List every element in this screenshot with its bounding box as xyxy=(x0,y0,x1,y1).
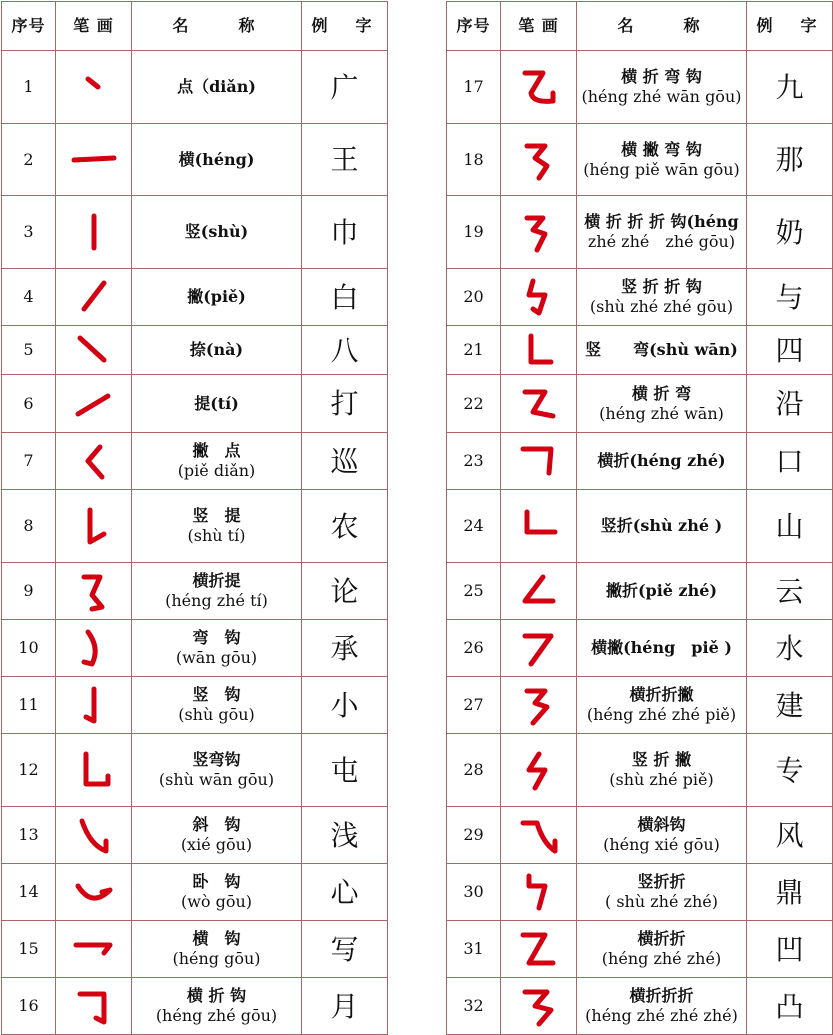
stroke-name xyxy=(577,677,747,734)
stroke-name xyxy=(132,433,302,490)
example-character: 承 xyxy=(302,620,388,677)
table-row xyxy=(447,51,833,124)
row-number: 32 xyxy=(447,978,501,1035)
stroke-name-line1: 横 折 弯 xyxy=(631,383,692,403)
table-row xyxy=(2,124,388,196)
na-stroke-icon xyxy=(64,326,124,374)
example-character: 九 xyxy=(747,51,833,124)
stroke-name-line2: (wān gōu) xyxy=(175,648,258,667)
table-row xyxy=(447,124,833,196)
stroke-name xyxy=(577,124,747,196)
table-row xyxy=(2,677,388,734)
heng-zhe-gou-stroke-icon xyxy=(64,982,124,1030)
heng-zhe-zhe-stroke-icon xyxy=(509,925,569,973)
stroke-name-line1: 竖 折 折 钩 xyxy=(621,277,702,296)
row-number: 9 xyxy=(2,563,56,620)
table-row xyxy=(2,563,388,620)
stroke-name-line2: (héng zhé zhé) xyxy=(601,949,722,968)
header-example: 例 字 xyxy=(302,2,388,51)
stroke-name-line1: 竖折(shù zhé ) xyxy=(600,516,723,535)
stroke-name xyxy=(577,269,747,326)
table-row xyxy=(447,677,833,734)
stroke-name-line2: (héng zhé tí) xyxy=(165,591,268,610)
example-character: 巡 xyxy=(302,433,388,490)
row-number: 10 xyxy=(2,620,56,677)
example-character: 屯 xyxy=(302,734,388,807)
example-character: 心 xyxy=(302,864,388,921)
stroke-name-line2: (héng zhé zhé zhé) xyxy=(585,1006,738,1025)
table-row xyxy=(2,734,388,807)
stroke-name xyxy=(132,196,302,269)
stroke-name-line1: 弯 钩 xyxy=(192,628,241,647)
stroke-name-line1: 横 钩 xyxy=(192,929,241,948)
example-character: 小 xyxy=(302,677,388,734)
dian-stroke-icon xyxy=(64,63,124,111)
stroke-name-line1: 捺(nà) xyxy=(189,340,244,359)
heng-pie-wan-gou-stroke-icon xyxy=(509,136,569,184)
stroke-name-line1: 横 折 折 折 钩(héng xyxy=(584,212,739,231)
example-character: 凸 xyxy=(747,978,833,1035)
row-number: 30 xyxy=(447,864,501,921)
table-row xyxy=(447,269,833,326)
stroke-name-line1: 横(héng) xyxy=(178,149,255,169)
stroke-cell xyxy=(56,864,132,921)
stroke-name-line1: 横折(héng zhé) xyxy=(597,451,726,470)
header-row xyxy=(447,2,833,51)
example-character: 农 xyxy=(302,490,388,563)
example-character: 王 xyxy=(302,124,388,196)
stroke-name xyxy=(577,433,747,490)
stroke-name xyxy=(132,620,302,677)
stroke-name-line2: ( shù zhé zhé) xyxy=(605,892,718,911)
shu-zhe-zhe-stroke-icon xyxy=(509,868,569,916)
stroke-name xyxy=(132,677,302,734)
stroke-name xyxy=(577,620,747,677)
table-row xyxy=(2,807,388,864)
row-number: 31 xyxy=(447,921,501,978)
heng-zhe-wan-gou-stroke-icon xyxy=(509,63,569,111)
example-character: 打 xyxy=(302,375,388,433)
stroke-name xyxy=(577,807,747,864)
example-character: 鼎 xyxy=(747,864,833,921)
shu-gou-stroke-icon xyxy=(64,681,124,729)
table-row xyxy=(2,433,388,490)
row-number: 4 xyxy=(2,269,56,326)
example-character: 奶 xyxy=(747,196,833,269)
stroke-cell xyxy=(56,978,132,1035)
stroke-name-line1: 提(tí) xyxy=(194,393,239,413)
stroke-name xyxy=(132,269,302,326)
shu-zhe-zhe-gou-stroke-icon xyxy=(509,273,569,321)
shu-zhe-pie-stroke-icon xyxy=(509,746,569,794)
pie-dian-stroke-icon xyxy=(64,437,124,485)
stroke-cell xyxy=(56,326,132,375)
shu-zhe-stroke-icon xyxy=(509,502,569,550)
stroke-cell xyxy=(501,490,577,563)
stroke-cell xyxy=(501,734,577,807)
stroke-name xyxy=(577,375,747,433)
table-row xyxy=(447,563,833,620)
table-row xyxy=(2,978,388,1035)
table-row xyxy=(2,196,388,269)
stroke-cell xyxy=(56,490,132,563)
row-number: 27 xyxy=(447,677,501,734)
wo-gou-stroke-icon xyxy=(64,868,124,916)
pie-zhe-stroke-icon xyxy=(509,567,569,615)
stroke-name xyxy=(577,978,747,1035)
row-number: 24 xyxy=(447,490,501,563)
row-number: 21 xyxy=(447,326,501,375)
stroke-name xyxy=(577,196,747,269)
stroke-cell xyxy=(501,807,577,864)
stroke-cell xyxy=(501,433,577,490)
stroke-name-line2: (héng zhé wān gōu) xyxy=(581,87,742,106)
row-number: 16 xyxy=(2,978,56,1035)
stroke-cell xyxy=(56,196,132,269)
example-character: 凹 xyxy=(747,921,833,978)
table-row xyxy=(447,196,833,269)
stroke-cell xyxy=(501,326,577,375)
stroke-name xyxy=(132,124,302,196)
example-character: 水 xyxy=(747,620,833,677)
stroke-name-line2: (héng zhé wān) xyxy=(599,403,724,423)
shu-ti-stroke-icon xyxy=(64,502,124,550)
example-character: 口 xyxy=(747,433,833,490)
stroke-cell xyxy=(56,375,132,433)
stroke-name-line2: (shù zhé zhé gōu) xyxy=(589,297,734,316)
stroke-name-line2: (wò gōu) xyxy=(180,892,253,911)
example-character: 建 xyxy=(747,677,833,734)
stroke-name-line1: 竖弯钩 xyxy=(192,750,241,769)
example-character: 与 xyxy=(747,269,833,326)
row-number: 18 xyxy=(447,124,501,196)
table-row xyxy=(2,326,388,375)
heng-gou-stroke-icon xyxy=(64,925,124,973)
row-number: 23 xyxy=(447,433,501,490)
stroke-name xyxy=(132,978,302,1035)
stroke-name-line1: 竖 钩 xyxy=(192,685,241,704)
header-num: 序号 xyxy=(2,2,56,51)
row-number: 5 xyxy=(2,326,56,375)
stroke-cell xyxy=(56,269,132,326)
stroke-name xyxy=(577,563,747,620)
row-number: 14 xyxy=(2,864,56,921)
stroke-name-line2: (héng zhé gōu) xyxy=(155,1006,278,1025)
header-name: 名 称 xyxy=(132,2,302,51)
ti-stroke-icon xyxy=(64,380,124,428)
table-row xyxy=(447,490,833,563)
stroke-name xyxy=(132,490,302,563)
row-number: 19 xyxy=(447,196,501,269)
table-row xyxy=(2,51,388,124)
header-stroke: 笔 画 xyxy=(56,2,132,51)
stroke-name-line1: 斜 钩 xyxy=(192,815,241,834)
stroke-name-line2: (shù zhé piě) xyxy=(609,770,714,789)
stroke-name-line1: 横斜钩 xyxy=(637,815,686,834)
heng-xie-gou-stroke-icon xyxy=(509,811,569,859)
header-example: 例 字 xyxy=(747,2,833,51)
row-number: 15 xyxy=(2,921,56,978)
example-character: 沿 xyxy=(747,375,833,433)
heng-zhe-zhe-pie-stroke-icon xyxy=(509,681,569,729)
stroke-name xyxy=(577,490,747,563)
example-character: 广 xyxy=(302,51,388,124)
stroke-name-line2: (héng gōu) xyxy=(172,949,261,968)
example-character: 白 xyxy=(302,269,388,326)
row-number: 2 xyxy=(2,124,56,196)
heng-zhe-ti-stroke-icon xyxy=(64,567,124,615)
heng-zhe-stroke-icon xyxy=(509,437,569,485)
stroke-cell xyxy=(501,864,577,921)
stroke-cell xyxy=(56,620,132,677)
row-number: 3 xyxy=(2,196,56,269)
stroke-name-line1: 横撇(héng piě ) xyxy=(591,638,732,657)
stroke-name xyxy=(132,326,302,375)
table-row xyxy=(447,864,833,921)
row-number: 7 xyxy=(2,433,56,490)
table-row xyxy=(447,978,833,1035)
stroke-name-line2: (xié gōu) xyxy=(180,835,253,854)
example-character: 论 xyxy=(302,563,388,620)
stroke-name xyxy=(132,921,302,978)
stroke-name xyxy=(132,807,302,864)
stroke-cell xyxy=(501,563,577,620)
stroke-name-line1: 点（diǎn) xyxy=(177,77,256,96)
stroke-name xyxy=(132,864,302,921)
stroke-cell xyxy=(501,375,577,433)
stroke-cell xyxy=(501,124,577,196)
table-row xyxy=(447,921,833,978)
example-character: 专 xyxy=(747,734,833,807)
heng-pie-stroke-icon xyxy=(509,624,569,672)
stroke-cell xyxy=(56,433,132,490)
stroke-name-line1: 卧 钩 xyxy=(192,872,241,891)
stroke-name-line1: 横 折 弯 钩 xyxy=(621,67,702,86)
table-row xyxy=(447,620,833,677)
stroke-cell xyxy=(56,124,132,196)
heng-zhe-wan-stroke-icon xyxy=(509,380,569,428)
row-number: 17 xyxy=(447,51,501,124)
stroke-name-line2: (héng xié gōu) xyxy=(603,835,720,854)
stroke-cell xyxy=(501,677,577,734)
stroke-cell xyxy=(501,51,577,124)
stroke-cell xyxy=(56,807,132,864)
row-number: 25 xyxy=(447,563,501,620)
row-number: 11 xyxy=(2,677,56,734)
stroke-name-line1: 竖 提 xyxy=(192,506,241,525)
header-name: 名 称 xyxy=(577,2,747,51)
example-character: 八 xyxy=(302,326,388,375)
wan-gou-stroke-icon xyxy=(64,624,124,672)
table-row xyxy=(2,269,388,326)
example-character: 山 xyxy=(747,490,833,563)
heng-zhe-zhe-zhe-stroke-icon xyxy=(509,982,569,1030)
stroke-name-line1: 竖折折 xyxy=(637,872,686,891)
header-stroke: 笔 画 xyxy=(501,2,577,51)
stroke-cell xyxy=(56,677,132,734)
row-number: 20 xyxy=(447,269,501,326)
row-number: 26 xyxy=(447,620,501,677)
pie-stroke-icon xyxy=(64,273,124,321)
stroke-name-line1: 横折折折 xyxy=(629,986,694,1005)
row-number: 29 xyxy=(447,807,501,864)
stroke-name-line1: 横 撇 弯 钩 xyxy=(621,139,702,159)
row-number: 28 xyxy=(447,734,501,807)
stroke-cell xyxy=(56,734,132,807)
table-row xyxy=(447,433,833,490)
stroke-cell xyxy=(501,269,577,326)
heng-stroke-icon xyxy=(64,136,124,184)
stroke-name-line2: (héng piě wān gōu) xyxy=(583,159,740,179)
example-character: 风 xyxy=(747,807,833,864)
table-gap xyxy=(388,1,446,1031)
example-character: 巾 xyxy=(302,196,388,269)
table-row xyxy=(447,807,833,864)
example-character: 浅 xyxy=(302,807,388,864)
heng-zhe-zhe-zhe-gou-stroke-icon xyxy=(509,208,569,256)
example-character: 那 xyxy=(747,124,833,196)
row-number: 6 xyxy=(2,375,56,433)
table-row xyxy=(2,921,388,978)
example-character: 四 xyxy=(747,326,833,375)
stroke-cell xyxy=(501,620,577,677)
stroke-name-line1: 竖 折 撇 xyxy=(631,750,692,769)
shu-wan-stroke-icon xyxy=(509,326,569,374)
table-row xyxy=(2,490,388,563)
stroke-name xyxy=(132,51,302,124)
stroke-name xyxy=(132,375,302,433)
example-character: 写 xyxy=(302,921,388,978)
table-row xyxy=(447,375,833,433)
shu-wan-gou-stroke-icon xyxy=(64,746,124,794)
stroke-name-line1: 撇(piě) xyxy=(187,287,246,306)
stroke-table-left xyxy=(1,1,388,1035)
example-character: 云 xyxy=(747,563,833,620)
table-row xyxy=(447,734,833,807)
stroke-name xyxy=(132,563,302,620)
stroke-name-line1: 横 折 钩 xyxy=(186,986,247,1005)
stroke-name-line1: 撇折(piě zhé) xyxy=(605,581,718,600)
table-row xyxy=(2,864,388,921)
row-number: 13 xyxy=(2,807,56,864)
shu-stroke-icon xyxy=(64,208,124,256)
stroke-name xyxy=(577,326,747,375)
stroke-name-line1: 撇 点 xyxy=(192,441,241,460)
stroke-name xyxy=(577,734,747,807)
stroke-cell xyxy=(501,978,577,1035)
stroke-name-line1: 横折提 xyxy=(192,571,241,590)
stroke-name-line1: 竖(shù) xyxy=(184,222,249,241)
xie-gou-stroke-icon xyxy=(64,811,124,859)
stroke-name xyxy=(577,921,747,978)
stroke-name-line2: (piě diǎn) xyxy=(177,461,256,480)
stroke-cell xyxy=(56,563,132,620)
stroke-name-line1: 横折折 xyxy=(637,929,686,948)
stroke-name xyxy=(577,864,747,921)
stroke-name-line2: (shù wān gōu) xyxy=(158,770,275,789)
table-row xyxy=(447,326,833,375)
stroke-cell xyxy=(56,51,132,124)
stroke-cell xyxy=(56,921,132,978)
stroke-name-line2: (héng zhé zhé piě) xyxy=(586,705,737,724)
stroke-name-line2: zhé zhé zhé gōu) xyxy=(587,232,736,251)
stroke-table-right xyxy=(446,1,833,1035)
stroke-name-line1: 横折折撇 xyxy=(629,685,694,704)
header-num: 序号 xyxy=(447,2,501,51)
stroke-cell xyxy=(501,196,577,269)
stroke-name xyxy=(132,734,302,807)
example-character: 月 xyxy=(302,978,388,1035)
stroke-name-line1: 竖 弯(shù wān) xyxy=(585,340,738,359)
row-number: 8 xyxy=(2,490,56,563)
row-number: 12 xyxy=(2,734,56,807)
row-number: 1 xyxy=(2,51,56,124)
table-row xyxy=(2,375,388,433)
stroke-cell xyxy=(501,921,577,978)
header-row xyxy=(2,2,388,51)
stroke-name-line2: (shù tí) xyxy=(187,526,246,545)
stroke-name-line2: (shù gōu) xyxy=(178,705,255,724)
row-number: 22 xyxy=(447,375,501,433)
table-row xyxy=(2,620,388,677)
stroke-name xyxy=(577,51,747,124)
